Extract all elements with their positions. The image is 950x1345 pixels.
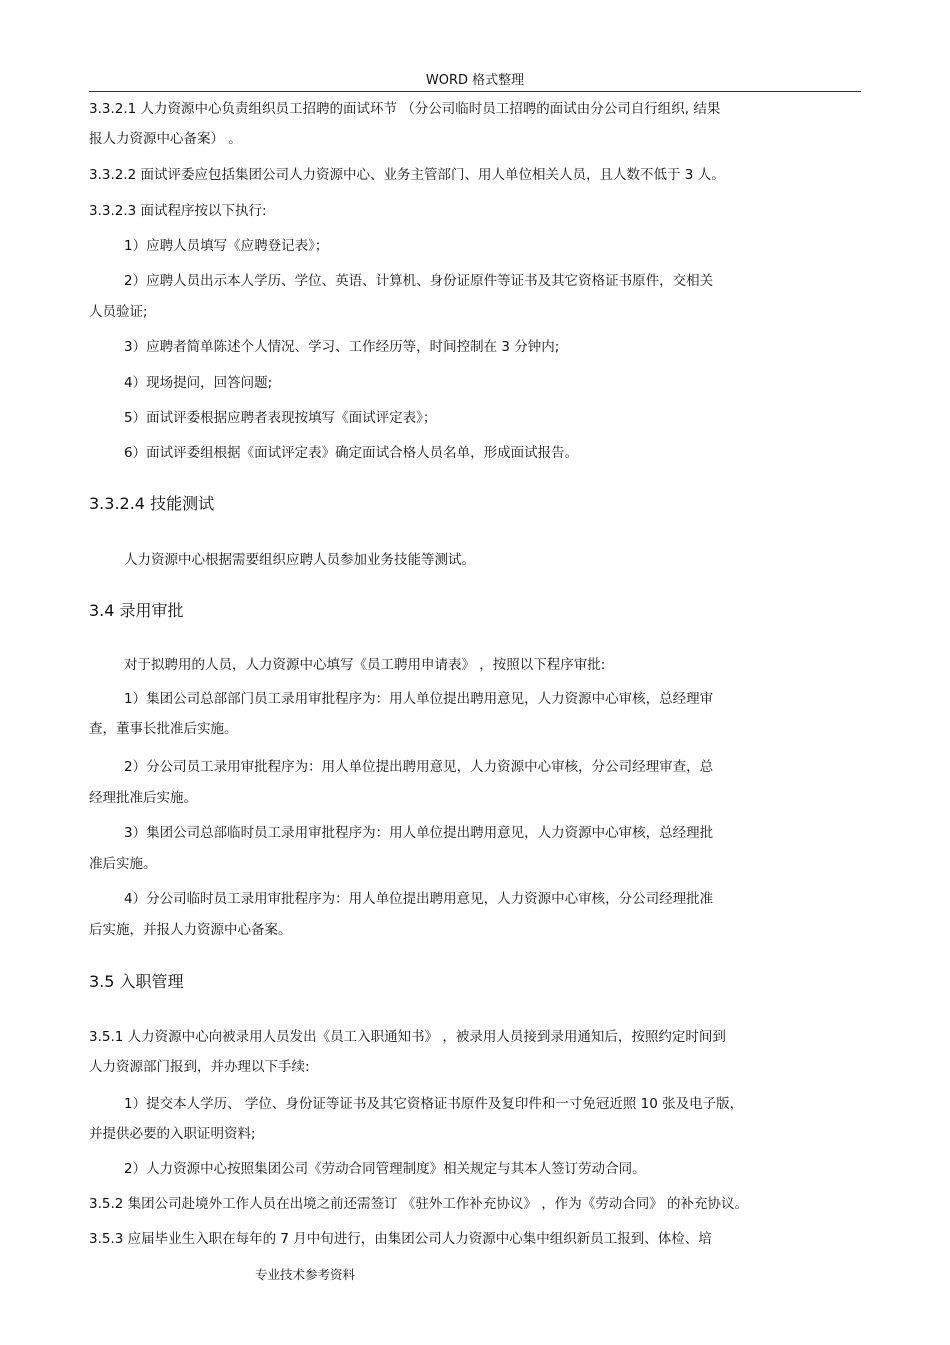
text-line: 后实施，并报人力资源中心备案。 (89, 922, 292, 938)
text-line: 3.3.2.1 人力资源中心负责组织员工招聘的面试环节 （分公司临时员工招聘的面试由分公司自行组织, 结果 (89, 101, 721, 117)
text-line: 准后实施。 (89, 856, 157, 872)
page-header: WORD 格式整理 (425, 73, 525, 88)
list-item: 3）应聘者简单陈述个人情况、学习、工作经历等，时间控制在 3 分钟内; (124, 339, 560, 355)
page-footer: 专业技术参考资料 (255, 1267, 356, 1282)
text-line: 3.3.2.3 面试程序按以下执行: (89, 203, 267, 219)
text-line: 报人力资源中心备案） 。 (89, 131, 242, 147)
text-line: 3.5.1 人力资源中心向被录用人员发出《员工入职通知书》 ，被录用人员接到录用通知后，按照约定时间到 (89, 1029, 726, 1045)
text-line: 经理批准后实施。 (89, 790, 197, 806)
text-line: 查，董事长批准后实施。 (89, 721, 238, 737)
text-line: 3.3.2.2 面试评委应包括集团公司人力资源中心、业务主管部门、用人单位相关人员，且人数不低于 3 人。 (89, 167, 725, 183)
list-item: 6）面试评委组根据《面试评定表》确定面试合格人员名单，形成面试报告。 (124, 445, 579, 461)
text-line: 人力资源部门报到，并办理以下手续: (89, 1059, 310, 1075)
list-item: 2）应聘人员出示本人学历、学位、英语、计算机、身份证原件等证书及其它资格证书原件，交相关 (124, 273, 714, 289)
paragraph: 对于拟聘用的人员，人力资源中心填写《员工聘用申请表》 ，按照以下程序审批: (124, 657, 606, 673)
list-item: 1）集团公司总部部门员工录用审批程序为：用人单位提出聘用意见，人力资源中心审核，总经理审 (124, 691, 714, 707)
text-line: 人员验证; (89, 304, 148, 320)
list-item: 2）分公司员工录用审批程序为：用人单位提出聘用意见，人力资源中心审核，分公司经理审查，总 (124, 759, 714, 775)
section-heading: 3.3.2.4 技能测试 (89, 494, 215, 513)
text-line: 3.5.2 集团公司赴境外工作人员在出境之前还需签订 《驻外工作补充协议》 ，作为《劳动合同》 的补充协议。 (89, 1196, 749, 1212)
list-item: 1）应聘人员填写《应聘登记表》； (124, 238, 329, 254)
list-item: 4）现场提问，回答问题; (124, 375, 273, 391)
section-heading: 3.4 录用审批 (89, 601, 184, 620)
list-item: 2）人力资源中心按照集团公司《劳动合同管理制度》相关规定与其本人签订劳动合同。 (124, 1161, 646, 1177)
paragraph: 人力资源中心根据需要组织应聘人员参加业务技能等测试。 (124, 552, 475, 568)
list-item: 4）分公司临时员工录用审批程序为：用人单位提出聘用意见，人力资源中心审核，分公司经理批准 (124, 891, 714, 907)
text-line: 3.5.3 应届毕业生入职在每年的 7 月中旬进行，由集团公司人力资源中心集中组织新员工报到、体检、培 (89, 1231, 712, 1247)
text-line: 并提供必要的入职证明资料; (89, 1126, 256, 1142)
list-item: 5）面试评委根据应聘者表现按填写《面试评定表》； (124, 410, 437, 426)
header-rule (89, 91, 861, 92)
section-heading: 3.5 入职管理 (89, 972, 184, 991)
list-item: 3）集团公司总部临时员工录用审批程序为：用人单位提出聘用意见，人力资源中心审核，总经理批 (124, 825, 714, 841)
list-item: 1）提交本人学历、 学位、身份证等证书及其它资格证书原件及复印件和一寸免冠近照 10 张及电子版， (124, 1096, 744, 1112)
